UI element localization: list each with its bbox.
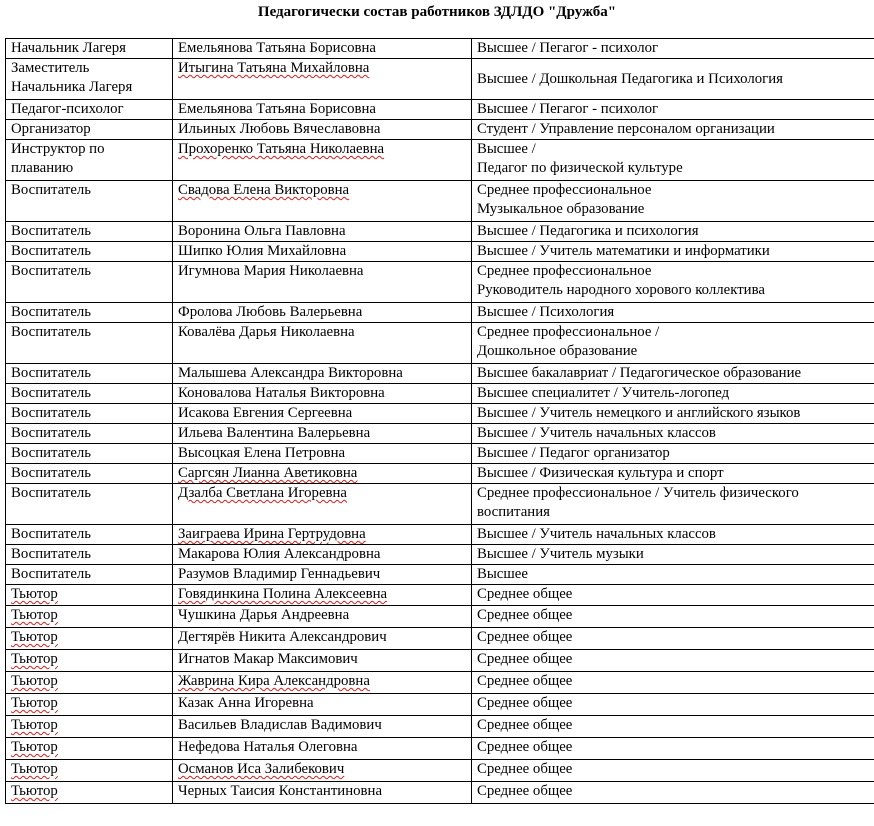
table-row	[6, 424, 874, 444]
name-text: Прохоренко Татьяна Николаевна	[178, 141, 385, 157]
education-line: Высшее /	[477, 141, 536, 157]
education-line: Руководитель народного хорового коллектива	[477, 282, 765, 298]
education-line: Музыкальное образование	[477, 201, 645, 217]
name-cell: Игнатов Макар Максимович	[173, 650, 472, 672]
position-text: Тьютор	[11, 673, 58, 689]
table-row	[6, 262, 874, 303]
table-row	[6, 384, 874, 404]
position-cell: Организатор	[6, 120, 173, 140]
education-cell: Высшее / Учитель музыки	[472, 545, 874, 565]
name-text: Свадова Елена Викторовна	[178, 182, 350, 198]
position-text: Тьютор	[11, 783, 58, 799]
education-cell: Высшее / Дошкольная Педагогика и Психология	[472, 59, 874, 100]
staff-table	[5, 38, 874, 804]
name-cell	[173, 672, 472, 694]
education-line: Среднее профессиональное	[477, 182, 652, 198]
position-cell	[6, 672, 173, 694]
position-cell: Воспитатель	[6, 384, 173, 404]
name-cell	[173, 525, 472, 545]
position-cell	[6, 628, 173, 650]
position-cell	[6, 738, 173, 760]
position-cell	[6, 606, 173, 628]
education-cell: Среднее общее	[472, 628, 874, 650]
name-cell: Игумнова Мария Николаевна	[173, 262, 472, 303]
position-text: Тьютор	[11, 717, 58, 733]
education-cell: Высшее / Педагог организатор	[472, 444, 874, 464]
name-cell: Казак Анна Игоревна	[173, 694, 472, 716]
table-row	[6, 565, 874, 585]
name-cell	[173, 464, 472, 484]
education-cell: Высшее / Пегагог - психолог	[472, 39, 874, 59]
position-cell: Воспитатель	[6, 545, 173, 565]
education-cell: Студент / Управление персоналом организации	[472, 120, 874, 140]
name-cell: Фролова Любовь Валерьевна	[173, 303, 472, 323]
name-cell	[173, 760, 472, 782]
table-row	[6, 404, 874, 424]
name-cell: Дегтярёв Никита Александрович	[173, 628, 472, 650]
position-cell: Заместитель Начальника Лагеря	[6, 59, 173, 100]
table-row	[6, 672, 874, 694]
position-cell	[6, 782, 173, 804]
education-cell: Среднее общее	[472, 782, 874, 804]
education-cell	[472, 262, 874, 303]
name-cell: Ковалёва Дарья Николаевна	[173, 323, 472, 364]
table-row	[6, 650, 874, 672]
position-cell: Воспитатель	[6, 565, 173, 585]
table-row	[6, 545, 874, 565]
table-row	[6, 222, 874, 242]
table-row	[6, 694, 874, 716]
name-cell	[173, 59, 472, 100]
name-text: Жаврина Кира Александровна	[178, 673, 370, 689]
name-cell: Шипко Юлия Михайловна	[173, 242, 472, 262]
table-row	[6, 242, 874, 262]
position-cell: Воспитатель	[6, 404, 173, 424]
position-cell: Воспитатель	[6, 181, 173, 222]
name-cell: Емельянова Татьяна Борисовна	[173, 39, 472, 59]
position-cell: Воспитатель	[6, 444, 173, 464]
table-row	[6, 39, 874, 59]
education-cell: Высшее специалитет / Учитель-логопед	[472, 384, 874, 404]
name-cell: Васильев Владислав Вадимович	[173, 716, 472, 738]
education-cell: Высшее / Учитель начальных классов	[472, 424, 874, 444]
position-cell: Воспитатель	[6, 303, 173, 323]
education-cell: Высшее	[472, 565, 874, 585]
table-row	[6, 181, 874, 222]
position-cell: Воспитатель	[6, 484, 173, 525]
education-line: Педагог по физической культуре	[477, 160, 683, 176]
position-text: Тьютор	[11, 607, 58, 623]
name-cell: Чушкина Дарья Андреевна	[173, 606, 472, 628]
table-row	[6, 760, 874, 782]
education-cell: Среднее общее	[472, 650, 874, 672]
position-cell: Воспитатель	[6, 464, 173, 484]
table-row	[6, 364, 874, 384]
position-cell	[6, 585, 173, 606]
education-cell	[472, 140, 874, 181]
name-cell	[173, 140, 472, 181]
position-text: Тьютор	[11, 739, 58, 755]
education-line: Среднее профессиональное /	[477, 324, 660, 340]
table-row	[6, 303, 874, 323]
education-cell: Высшее / Учитель начальных классов	[472, 525, 874, 545]
name-cell	[173, 484, 472, 525]
table-row	[6, 585, 874, 606]
table-row	[6, 525, 874, 545]
name-cell: Исакова Евгения Сергеевна	[173, 404, 472, 424]
name-cell: Макарова Юлия Александровна	[173, 545, 472, 565]
table-row	[6, 782, 874, 804]
position-cell: Воспитатель	[6, 262, 173, 303]
document-title: Педагогически состав работников ЗДЛДО "Дружба"	[257, 4, 617, 20]
position-cell	[6, 694, 173, 716]
name-cell: Высоцкая Елена Петровна	[173, 444, 472, 464]
table-row	[6, 140, 874, 181]
name-text: Османов Иса Залибекович	[178, 761, 345, 777]
education-cell: Среднее общее	[472, 606, 874, 628]
table-row	[6, 738, 874, 760]
position-text: Тьютор	[11, 629, 58, 645]
education-cell: Среднее профессиональное / Учитель физического воспитания	[472, 484, 874, 525]
name-cell: Коновалова Наталья Викторовна	[173, 384, 472, 404]
name-text: Говядинкина Полина Алексеевна	[178, 586, 388, 602]
name-cell	[173, 181, 472, 222]
table-row	[6, 444, 874, 464]
name-text: Саргсян Лианна Аветиковна	[178, 465, 358, 481]
education-line: Среднее профессиональное	[477, 263, 652, 279]
table-row	[6, 716, 874, 738]
position-cell: Воспитатель	[6, 364, 173, 384]
position-text: Тьютор	[11, 651, 58, 667]
education-cell: Высшее / Педагогика и психология	[472, 222, 874, 242]
table-row	[6, 628, 874, 650]
name-cell	[173, 585, 472, 606]
education-line: Дошкольное образование	[477, 343, 638, 359]
education-cell: Высшее / Учитель немецкого и английского языков	[472, 404, 874, 424]
table-row	[6, 100, 874, 120]
education-cell	[472, 323, 874, 364]
position-cell: Воспитатель	[6, 242, 173, 262]
education-cell	[472, 181, 874, 222]
education-cell: Высшее / Пегагог - психолог	[472, 100, 874, 120]
name-cell: Черных Таисия Константиновна	[173, 782, 472, 804]
education-cell: Высшее / Физическая культура и спорт	[472, 464, 874, 484]
education-cell: Высшее бакалавриат / Педагогическое образование	[472, 364, 874, 384]
position-cell	[6, 716, 173, 738]
table-row	[6, 59, 874, 100]
position-cell: Воспитатель	[6, 525, 173, 545]
position-text: Тьютор	[11, 586, 58, 602]
name-text: Дзалба Светлана Игоревна	[178, 485, 347, 501]
education-cell: Высшее / Психология	[472, 303, 874, 323]
education-cell: Среднее общее	[472, 672, 874, 694]
position-cell: Начальник Лагеря	[6, 39, 173, 59]
position-text: Тьютор	[11, 761, 58, 777]
position-cell: Педагог-психолог	[6, 100, 173, 120]
name-cell: Емельянова Татьяна Борисовна	[173, 100, 472, 120]
position-cell: Инструктор по плаванию	[6, 140, 173, 181]
table-row	[6, 120, 874, 140]
education-cell: Среднее общее	[472, 694, 874, 716]
name-text: Итыгина Татьяна Михайловна	[178, 60, 370, 76]
position-cell	[6, 760, 173, 782]
position-cell: Воспитатель	[6, 222, 173, 242]
name-text: Заиграева Ирина Гертрудовна	[178, 526, 366, 542]
position-cell: Воспитатель	[6, 424, 173, 444]
table-row	[6, 323, 874, 364]
name-cell: Воронина Ольга Павловна	[173, 222, 472, 242]
education-cell: Среднее общее	[472, 760, 874, 782]
education-cell: Среднее общее	[472, 716, 874, 738]
name-cell: Малышева Александра Викторовна	[173, 364, 472, 384]
position-cell: Воспитатель	[6, 323, 173, 364]
name-cell: Нефедова Наталья Олеговна	[173, 738, 472, 760]
education-cell: Среднее общее	[472, 738, 874, 760]
table-row	[6, 464, 874, 484]
table-row	[6, 484, 874, 525]
education-cell: Среднее общее	[472, 585, 874, 606]
name-cell: Ильиных Любовь Вячеславовна	[173, 120, 472, 140]
table-row	[6, 606, 874, 628]
name-cell: Разумов Владимир Геннадьевич	[173, 565, 472, 585]
name-cell: Ильева Валентина Валерьевна	[173, 424, 472, 444]
position-text: Тьютор	[11, 695, 58, 711]
position-cell	[6, 650, 173, 672]
education-cell: Высшее / Учитель математики и информатики	[472, 242, 874, 262]
